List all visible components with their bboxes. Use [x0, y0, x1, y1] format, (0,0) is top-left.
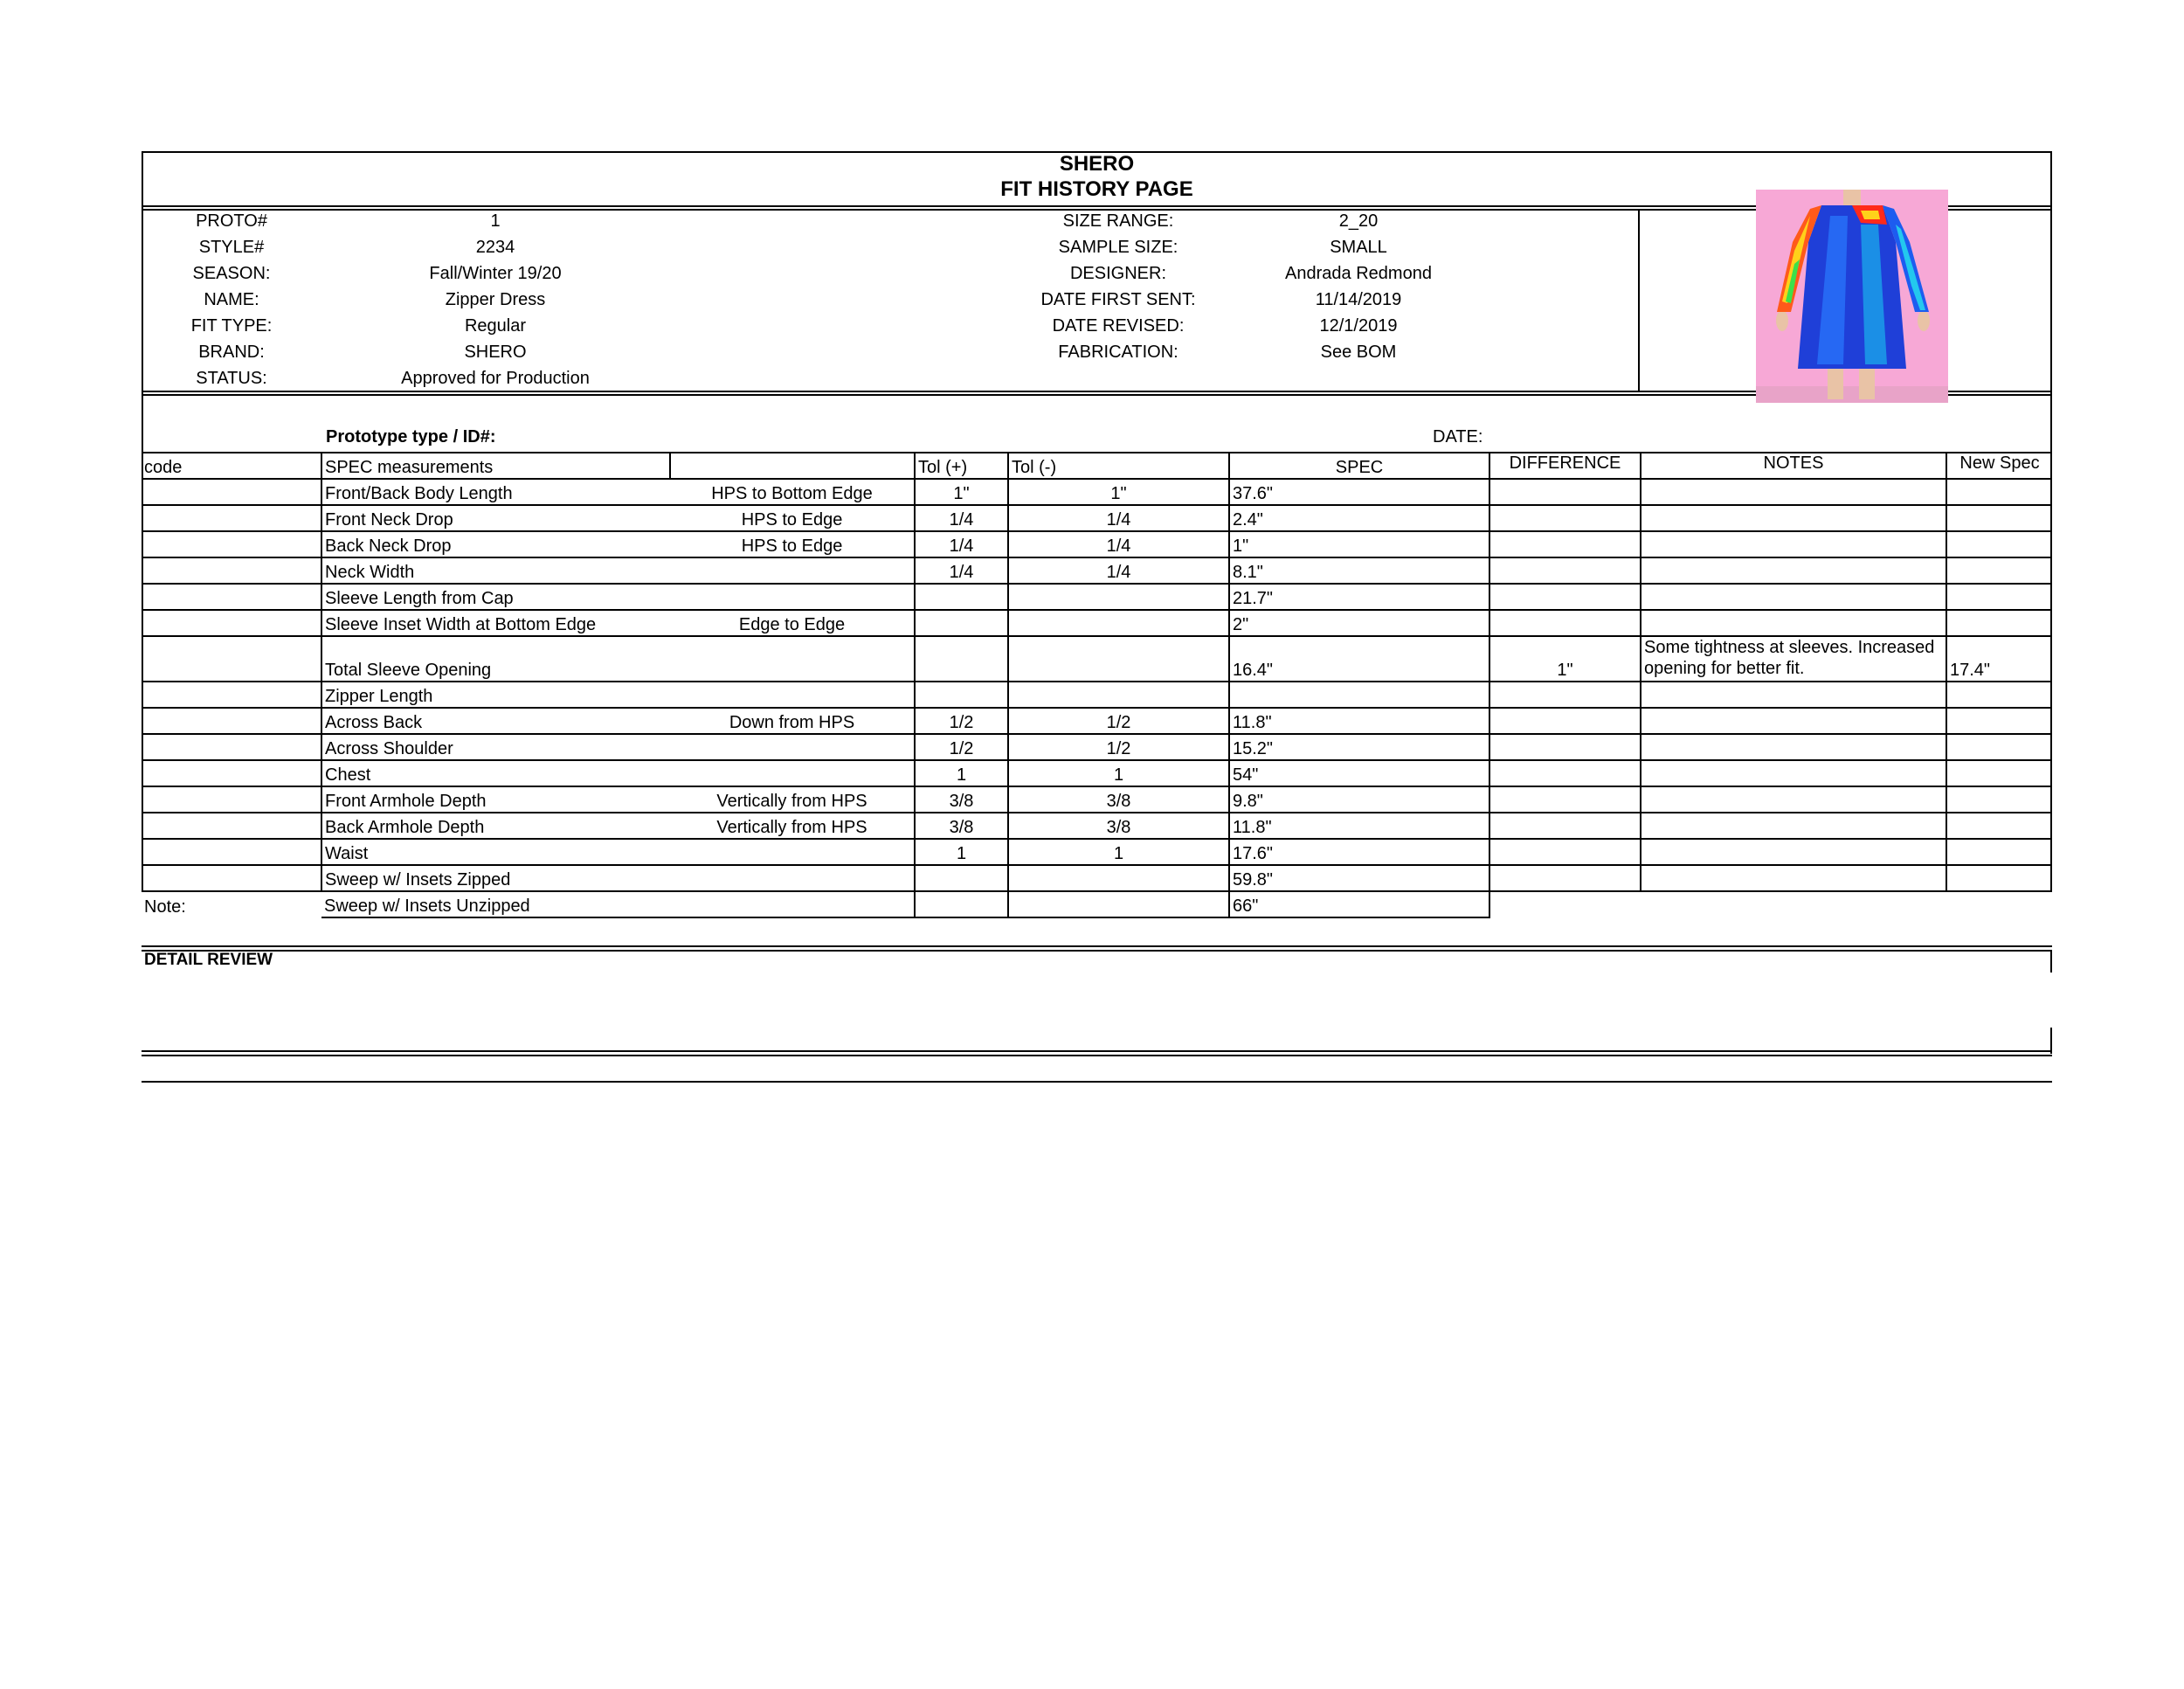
cell-new-spec [1946, 813, 2052, 839]
cell-notes [1641, 813, 1946, 839]
divider [142, 1081, 2052, 1083]
cell-tol-minus: 1 [1008, 760, 1229, 786]
cell-measurement-name: Sleeve Inset Width at Bottom Edge [321, 610, 670, 636]
cell-difference [1489, 708, 1641, 734]
cell-tol-minus: 1/2 [1008, 708, 1229, 734]
cell-difference [1489, 839, 1641, 865]
cell-tol-minus [1008, 682, 1229, 708]
cell-new-spec: 17.4" [1946, 636, 2052, 682]
cell-tol-plus [915, 865, 1008, 891]
cell-new-spec [1946, 610, 2052, 636]
info-label: PROTO# [196, 211, 267, 231]
cell-spec: 11.8" [1229, 813, 1489, 839]
cell-spec: 59.8" [1229, 865, 1489, 891]
detail-review-label: DETAIL REVIEW [144, 951, 273, 969]
col-header-tol-plus: Tol (+) [915, 453, 1008, 479]
cell-code [142, 786, 321, 813]
cell-measurement-name: Sleeve Length from Cap [321, 584, 670, 610]
cell-code [142, 760, 321, 786]
cell-how-to-measure [670, 891, 915, 917]
col-header-new-spec: New Spec [1946, 453, 2052, 479]
cell-new-spec [1946, 786, 2052, 813]
prototype-label: Prototype type / ID#: [326, 427, 496, 446]
cell-difference [1489, 760, 1641, 786]
info-label: DATE FIRST SENT: [1040, 290, 1196, 309]
col-header-code: code [142, 453, 321, 479]
table-row [142, 636, 2052, 682]
cell-tol-plus [915, 682, 1008, 708]
cell-spec: 17.6" [1229, 839, 1489, 865]
cell-tol-minus [1008, 584, 1229, 610]
cell-spec: 11.8" [1229, 708, 1489, 734]
cell-measurement-name: Sweep w/ Insets Unzipped [321, 891, 670, 917]
cell-difference [1489, 531, 1641, 557]
cell-notes [1641, 786, 1946, 813]
spec-table [142, 452, 2052, 918]
table-row [142, 682, 2052, 708]
cell-notes [1641, 610, 1946, 636]
cell-spec: 54" [1229, 760, 1489, 786]
cell-notes [1641, 505, 1946, 531]
cell-how-to-measure [670, 839, 915, 865]
cell-empty [1641, 891, 1946, 917]
cell-how-to-measure [670, 760, 915, 786]
table-row [142, 557, 2052, 584]
cell-tol-minus: 1/4 [1008, 505, 1229, 531]
cell-tol-plus [915, 891, 1008, 917]
cell-empty [1489, 891, 1641, 917]
cell-tol-plus: 1/4 [915, 557, 1008, 584]
brand-title: SHERO [1059, 152, 1135, 176]
cell-difference [1489, 610, 1641, 636]
cell-difference [1489, 813, 1641, 839]
info-value: SMALL [1330, 238, 1387, 257]
col-header-notes: NOTES [1641, 453, 1946, 479]
cell-difference [1489, 479, 1641, 505]
cell-code [142, 479, 321, 505]
info-label: STYLE# [198, 238, 265, 257]
cell-tol-plus: 1 [915, 839, 1008, 865]
cell-difference [1489, 865, 1641, 891]
info-label: DESIGNER: [1069, 264, 1167, 283]
cell-measurement-name: Across Shoulder [321, 734, 670, 760]
cell-notes [1641, 865, 1946, 891]
cell-new-spec [1946, 682, 2052, 708]
cell-how-to-measure: HPS to Edge [670, 505, 915, 531]
cell-tol-plus: 3/8 [915, 813, 1008, 839]
table-row-last [142, 891, 2052, 917]
cell-tol-minus [1008, 865, 1229, 891]
cell-notes [1641, 584, 1946, 610]
cell-code [142, 584, 321, 610]
divider [142, 950, 2052, 952]
divider [142, 945, 2052, 947]
cell-spec: 9.8" [1229, 786, 1489, 813]
cell-tol-minus [1008, 610, 1229, 636]
cell-new-spec [1946, 734, 2052, 760]
divider [142, 1050, 2052, 1052]
cell-spec: 2" [1229, 610, 1489, 636]
info-value: Approved for Production [401, 369, 590, 388]
info-label: DATE REVISED: [1052, 316, 1185, 336]
cell-new-spec [1946, 865, 2052, 891]
cell-code [142, 708, 321, 734]
info-value: 1 [490, 211, 501, 231]
cell-notes [1641, 708, 1946, 734]
info-label: SIZE RANGE: [1062, 211, 1174, 231]
cell-notes [1641, 682, 1946, 708]
cell-code [142, 839, 321, 865]
cell-difference [1489, 584, 1641, 610]
cell-spec: 66" [1229, 891, 1489, 917]
cell-measurement-name: Waist [321, 839, 670, 865]
cell-tol-minus: 3/8 [1008, 786, 1229, 813]
cell-spec: 21.7" [1229, 584, 1489, 610]
cell-empty [1946, 891, 2052, 917]
cell-notes [1641, 839, 1946, 865]
cell-notes: Some tightness at sleeves. Increased opening for better fit. [1641, 636, 1946, 682]
cell-how-to-measure: Vertically from HPS [670, 813, 915, 839]
info-value: Andrada Redmond [1285, 264, 1432, 283]
cell-measurement-name: Sweep w/ Insets Zipped [321, 865, 670, 891]
cell-difference [1489, 557, 1641, 584]
cell-measurement-name: Back Neck Drop [321, 531, 670, 557]
info-value: 11/14/2019 [1315, 290, 1402, 309]
col-header-how-to-measure [670, 453, 915, 479]
cell-notes [1641, 557, 1946, 584]
cell-tol-minus: 1 [1008, 839, 1229, 865]
cell-code [142, 813, 321, 839]
garment-heatmap-image [1756, 190, 1948, 403]
cell-new-spec [1946, 505, 2052, 531]
cell-new-spec [1946, 557, 2052, 584]
cell-tol-plus: 3/8 [915, 786, 1008, 813]
cell-code [142, 531, 321, 557]
cell-measurement-name: Front Neck Drop [321, 505, 670, 531]
cell-how-to-measure [670, 734, 915, 760]
dress-heatmap-icon [1756, 190, 1948, 403]
table-row [142, 760, 2052, 786]
cell-measurement-name: Front Armhole Depth [321, 786, 670, 813]
cell-difference: 1" [1489, 636, 1641, 682]
info-label: FIT TYPE: [190, 316, 273, 336]
cell-tol-minus: 1/2 [1008, 734, 1229, 760]
cell-tol-plus: 1 [915, 760, 1008, 786]
info-label: NAME: [204, 290, 259, 309]
cell-tol-plus: 1/4 [915, 531, 1008, 557]
cell-tol-plus: 1/2 [915, 708, 1008, 734]
cell-tol-minus: 3/8 [1008, 813, 1229, 839]
cell-spec: 37.6" [1229, 479, 1489, 505]
cell-how-to-measure [670, 682, 915, 708]
info-value: Zipper Dress [445, 290, 546, 309]
cell-how-to-measure: HPS to Bottom Edge [670, 479, 915, 505]
cell-code [142, 734, 321, 760]
table-row [142, 839, 2052, 865]
cell-tol-minus: 1/4 [1008, 557, 1229, 584]
cell-tol-minus [1008, 891, 1229, 917]
table-row [142, 813, 2052, 839]
cell-notes [1641, 531, 1946, 557]
table-row [142, 531, 2052, 557]
cell-spec: 1" [1229, 531, 1489, 557]
cell-tol-plus [915, 584, 1008, 610]
info-value: 2234 [475, 238, 515, 257]
cell-tol-plus: 1/4 [915, 505, 1008, 531]
cell-spec: 8.1" [1229, 557, 1489, 584]
info-value: 12/1/2019 [1319, 316, 1398, 336]
cell-how-to-measure: HPS to Edge [670, 531, 915, 557]
cell-spec [1229, 682, 1489, 708]
table-row [142, 865, 2052, 891]
cell-new-spec [1946, 760, 2052, 786]
cell-tol-minus: 1/4 [1008, 531, 1229, 557]
info-label: STATUS: [196, 369, 267, 388]
info-value: Regular [464, 316, 527, 336]
cell-how-to-measure [670, 865, 915, 891]
divider [1638, 209, 1640, 392]
cell-difference [1489, 505, 1641, 531]
table-row [142, 610, 2052, 636]
col-header-spec: SPEC [1229, 453, 1489, 479]
info-label: BRAND: [198, 343, 265, 362]
info-label: SEASON: [192, 264, 271, 283]
cell-code [142, 610, 321, 636]
cell-measurement-name: Across Back [321, 708, 670, 734]
cell-how-to-measure [670, 584, 915, 610]
cell-notes [1641, 479, 1946, 505]
cell-measurement-name: Neck Width [321, 557, 670, 584]
info-value: Fall/Winter 19/20 [429, 264, 562, 283]
info-label: FABRICATION: [1058, 343, 1178, 362]
info-value: SHERO [464, 343, 527, 362]
cell-code [142, 505, 321, 531]
col-header-tol-minus: Tol (-) [1008, 453, 1229, 479]
cell-how-to-measure: Edge to Edge [670, 610, 915, 636]
cell-new-spec [1946, 479, 2052, 505]
cell-note-label: Note: [144, 897, 186, 917]
divider [142, 1055, 2052, 1056]
cell-how-to-measure [670, 636, 915, 682]
cell-spec: 2.4" [1229, 505, 1489, 531]
cell-tol-plus: 1/2 [915, 734, 1008, 760]
cell-new-spec [1946, 839, 2052, 865]
cell-tol-minus [1008, 636, 1229, 682]
cell-notes [1641, 760, 1946, 786]
cell-measurement-name: Chest [321, 760, 670, 786]
cell-new-spec [1946, 531, 2052, 557]
cell-spec: 15.2" [1229, 734, 1489, 760]
page-title: FIT HISTORY PAGE [1000, 177, 1193, 201]
table-row [142, 734, 2052, 760]
info-value: 2_20 [1338, 211, 1379, 231]
cell-how-to-measure: Down from HPS [670, 708, 915, 734]
cell-measurement-name: Front/Back Body Length [321, 479, 670, 505]
cell-tol-plus: 1" [915, 479, 1008, 505]
cell-new-spec [1946, 584, 2052, 610]
cell-tol-plus [915, 610, 1008, 636]
table-row [142, 479, 2052, 505]
cell-code [142, 682, 321, 708]
info-label: SAMPLE SIZE: [1058, 238, 1178, 257]
cell-how-to-measure: Vertically from HPS [670, 786, 915, 813]
table-row [142, 708, 2052, 734]
cell-how-to-measure [670, 557, 915, 584]
cell-code [142, 865, 321, 891]
cell-tol-minus: 1" [1008, 479, 1229, 505]
table-header-row [142, 453, 2052, 479]
cell-measurement-name: Zipper Length [321, 682, 670, 708]
divider [2050, 950, 2052, 973]
col-header-difference: DIFFERENCE [1489, 453, 1641, 479]
table-row [142, 786, 2052, 813]
date-label: DATE: [1433, 427, 1483, 446]
table-row [142, 505, 2052, 531]
info-value: See BOM [1320, 343, 1397, 362]
cell-notes [1641, 734, 1946, 760]
cell-difference [1489, 734, 1641, 760]
cell-code [142, 636, 321, 682]
cell-tol-plus [915, 636, 1008, 682]
col-header-spec-measurements: SPEC measurements [321, 453, 670, 479]
cell-difference [1489, 682, 1641, 708]
cell-code [142, 557, 321, 584]
cell-new-spec [1946, 708, 2052, 734]
cell-difference [1489, 786, 1641, 813]
cell-measurement-name: Total Sleeve Opening [321, 636, 670, 682]
cell-spec: 16.4" [1229, 636, 1489, 682]
cell-measurement-name: Back Armhole Depth [321, 813, 670, 839]
table-row [142, 584, 2052, 610]
